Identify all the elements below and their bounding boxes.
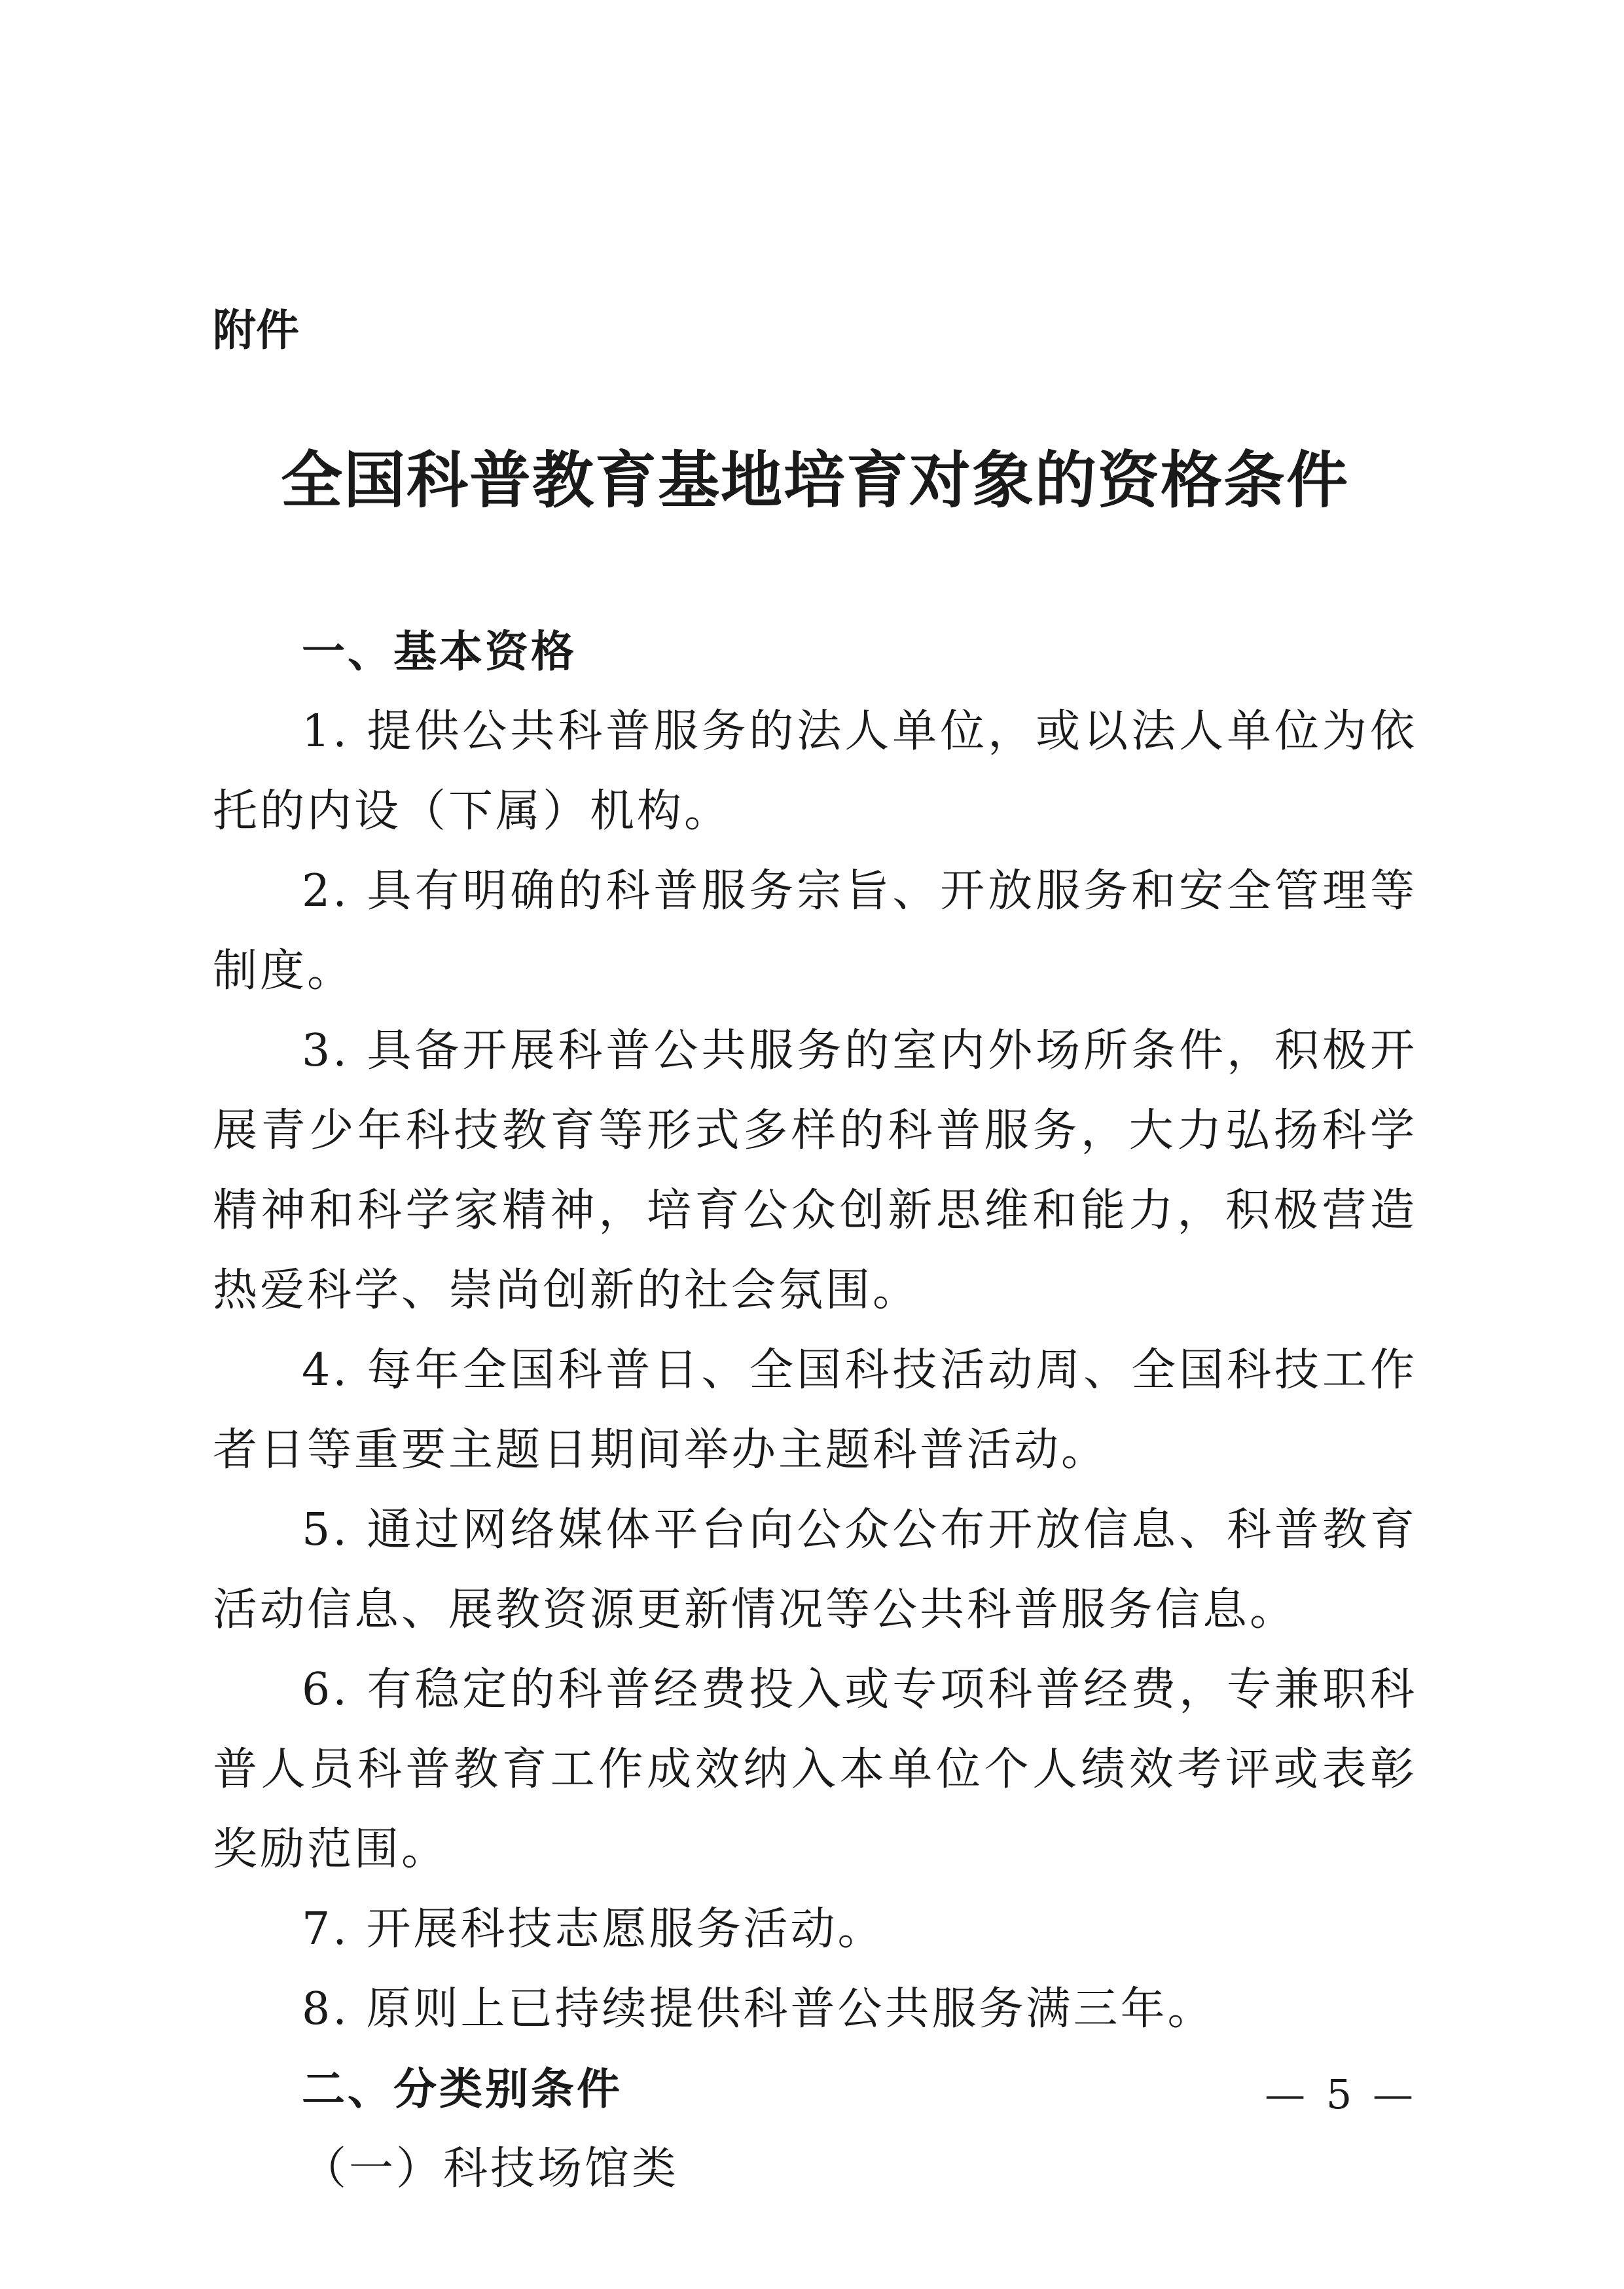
page-number: — 5 — — [1265, 2070, 1417, 2118]
qualification-item-3: 3. 具备开展科普公共服务的室内外场所条件，积极开展青少年科技教育等形式多样的科普服务，大力弘扬科学精神和科学家精神，培育公众创新思维和能力，积极营造热爱科学、崇尚创新的社会氛围。 — [213, 1025, 1417, 1316]
qualification-item-2: 2. 具有明确的科普服务宗旨、开放服务和安全管理等制度。 — [213, 865, 1417, 997]
subsection-heading-science-venues: （一）科技场馆类 — [302, 2143, 679, 2195]
qualification-item-6: 6. 有稳定的科普经费投入或专项科普经费，专兼职科普人员科普教育工作成效纳入本单位个人绩效考评或表彰奖励范围。 — [213, 1664, 1417, 1875]
qualification-item-7: 7. 开展科技志愿服务活动。 — [302, 1903, 885, 1955]
qualification-item-8: 8. 原则上已持续提供科普公共服务满三年。 — [302, 1983, 1215, 2035]
qualification-item-5: 5. 通过网络媒体平台向公众公布开放信息、科普教育活动信息、展教资源更新情况等公共科普服务信息。 — [213, 1504, 1417, 1636]
document-title: 全国科普教育基地培育对象的资格条件 — [280, 445, 1349, 516]
document-body — [213, 612, 1417, 2209]
qualification-item-4: 4. 每年全国科普日、全国科技活动周、全国科技工作者日等重要主题日期间举办主题科普活动。 — [213, 1344, 1417, 1476]
qualification-item-1: 1. 提供公共科普服务的法人单位，或以法人单位为依托的内设（下属）机构。 — [213, 706, 1417, 837]
section-heading-basic-qualifications: 一、基本资格 — [302, 626, 577, 677]
attachment-label: 附件 — [213, 305, 299, 355]
section-heading-category-conditions: 二、分类别条件 — [302, 2064, 623, 2114]
